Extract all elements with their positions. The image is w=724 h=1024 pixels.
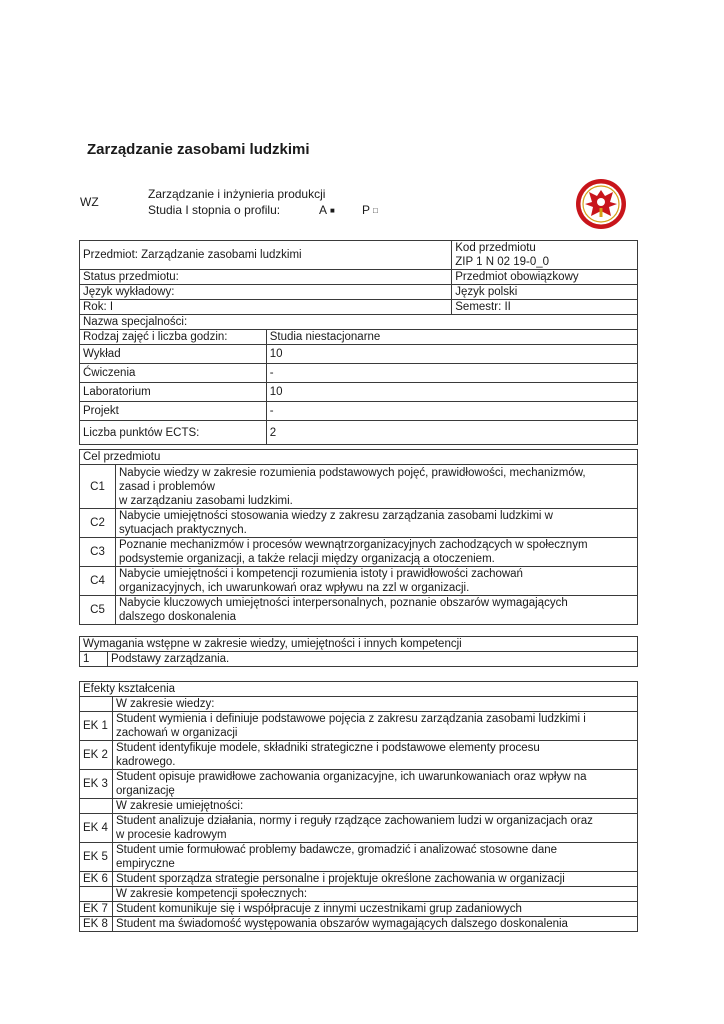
specialty-label: Nazwa specjalności: xyxy=(80,315,638,330)
profile-p-label: P xyxy=(362,203,371,217)
goal-id: C1 xyxy=(80,465,116,509)
knowledge-header: W zakresie wiedzy: xyxy=(113,697,638,712)
goal-id: C5 xyxy=(80,596,116,625)
empty-cell xyxy=(80,887,113,902)
hours-label: Ćwiczenia xyxy=(80,364,267,383)
effect-line: zachowań w organizacji xyxy=(116,727,238,739)
subject-code-label: Kod przedmiotu xyxy=(455,242,536,254)
semester: Semestr: II xyxy=(452,300,638,315)
effects-header: Efekty kształcenia xyxy=(80,682,638,697)
social-header: W zakresie kompetencji społecznych: xyxy=(113,887,638,902)
effect-line: organizację xyxy=(116,785,175,797)
profile-label: Studia I stopnia o profilu: xyxy=(148,203,281,217)
profile-p xyxy=(362,203,378,217)
goal-line: podsystemie organizacji, a także relacji między organizacją a otoczeniem. xyxy=(119,553,495,565)
hours-value: - xyxy=(266,364,637,383)
effect-id: EK 8 xyxy=(80,917,113,932)
effect-id: EK 5 xyxy=(80,843,113,872)
goal-text xyxy=(116,538,638,567)
goal-line: Nabycie kluczowych umiejętności interpersonalnych, poznanie obszarów wymagających xyxy=(119,597,568,609)
classes-value: Studia niestacjonarne xyxy=(266,330,637,345)
effect-id: EK 6 xyxy=(80,872,113,887)
status-value: Przedmiot obowiązkowy xyxy=(452,270,638,285)
empty-checkbox-icon: □ xyxy=(373,206,378,215)
goal-line: Nabycie umiejętności stosowania wiedzy z zakresu zarządzania zasobami ludzkimi w xyxy=(119,510,553,522)
goal-text xyxy=(116,509,638,538)
effect-line: Student identyfikuje modele, składniki strategiczne i podstawowe elementy procesu xyxy=(116,742,540,754)
goal-line: organizacyjnych, ich uwarunkowań oraz wpływu na zzl w organizacji. xyxy=(119,582,470,594)
hours-value: 10 xyxy=(266,383,637,402)
requirements-table xyxy=(79,636,638,667)
effect-text xyxy=(113,770,638,799)
subject-name: Przedmiot: Zarządzanie zasobami ludzkimi xyxy=(80,241,452,270)
requirements-header: Wymagania wstępne w zakresie wiedzy, umiejętności i innych kompetencji xyxy=(80,637,638,652)
goal-line: zasad i problemów xyxy=(119,480,215,493)
goal-line: Poznanie mechanizmów i procesów wewnątrzorganizacyjnych zachodzących w społecznym xyxy=(119,539,588,551)
profile-a-label: A xyxy=(319,203,328,217)
subject-code-value: ZIP 1 N 02 19-0_0 xyxy=(455,256,550,268)
goals-table xyxy=(79,449,638,625)
effect-id: EK 3 xyxy=(80,770,113,799)
effect-line: w procesie kadrowym xyxy=(116,829,227,841)
hours-label: Projekt xyxy=(80,402,267,421)
goal-line: dalszego doskonalenia xyxy=(119,611,237,623)
effect-line: Student umie formułować problemy badawcze, gromadzić i analizować stosowne dane xyxy=(116,844,558,856)
requirement-text: Podstawy zarządzania. xyxy=(108,652,638,667)
effect-id: EK 7 xyxy=(80,902,113,917)
effect-id: EK 4 xyxy=(80,814,113,843)
effect-id: EK 2 xyxy=(80,741,113,770)
goal-text xyxy=(116,596,638,625)
goal-id: C3 xyxy=(80,538,116,567)
filled-checkbox-icon: ■ xyxy=(330,206,335,215)
goal-id: C2 xyxy=(80,509,116,538)
hours-label: Laboratorium xyxy=(80,383,267,402)
classes-label: Rodzaj zajęć i liczba godzin: xyxy=(80,330,267,345)
faculty-code: WZ xyxy=(80,195,99,209)
page-title: Zarządzanie zasobami ludzkimi xyxy=(87,141,310,158)
goal-line: w zarządzaniu zasobami ludzkimi. xyxy=(119,494,293,507)
effect-line: Student opisuje prawidłowe zachowania organizacyjne, ich uwarunkowaniach oraz wpływ na xyxy=(116,771,587,783)
university-emblem-icon xyxy=(575,178,627,230)
language-value: Język polski xyxy=(452,285,638,300)
effect-text: Student sporządza strategie personalne i projektuje określone zachowania w organizacji xyxy=(113,872,638,887)
ects-value: 2 xyxy=(266,421,637,445)
year: Rok: I xyxy=(80,300,452,315)
goal-line: Nabycie umiejętności i kompetencji rozumienia istoty i prawidłowości zachowań xyxy=(119,568,523,580)
effect-id: EK 1 xyxy=(80,712,113,741)
effects-table xyxy=(79,681,638,932)
requirement-id: 1 xyxy=(80,652,108,667)
goal-line: sytuacjach praktycznych. xyxy=(119,524,247,536)
profile-a xyxy=(319,203,335,217)
empty-cell xyxy=(80,697,113,712)
ects-label: Liczba punktów ECTS: xyxy=(80,421,267,445)
empty-cell xyxy=(80,799,113,814)
goal-text xyxy=(116,567,638,596)
effect-text: Student komunikuje się i współpracuje z innymi uczestnikami grup zadaniowych xyxy=(113,902,638,917)
goals-header: Cel przedmiotu xyxy=(80,450,638,465)
goal-text xyxy=(116,465,638,509)
hours-value: - xyxy=(266,402,637,421)
effect-text xyxy=(113,814,638,843)
field-of-study: Zarządzanie i inżynieria produkcji xyxy=(148,187,326,201)
hours-label: Wykład xyxy=(80,345,267,364)
effect-text xyxy=(113,741,638,770)
subject-code-cell xyxy=(452,241,638,270)
course-info-table xyxy=(79,240,638,445)
effect-text: Student ma świadomość występowania obszarów wymagających dalszego doskonalenia xyxy=(113,917,638,932)
hours-value: 10 xyxy=(266,345,637,364)
goal-id: C4 xyxy=(80,567,116,596)
skills-header: W zakresie umiejętności: xyxy=(113,799,638,814)
effect-text xyxy=(113,843,638,872)
effect-line: Student wymienia i definiuje podstawowe pojęcia z zakresu zarządzania zasobami ludzkimi i xyxy=(116,713,586,725)
effect-line: kadrowego. xyxy=(116,756,176,768)
status-label: Status przedmiotu: xyxy=(80,270,452,285)
language-label: Język wykładowy: xyxy=(80,285,452,300)
effect-line: Student analizuje działania, normy i reguły rządzące zachowaniem ludzi w organizacjach oraz xyxy=(116,815,593,827)
goal-line: Nabycie wiedzy w zakresie rozumienia podstawowych pojęć, prawidłowości, mechanizmów, xyxy=(119,466,586,479)
effect-text xyxy=(113,712,638,741)
effect-line: empiryczne xyxy=(116,858,175,870)
